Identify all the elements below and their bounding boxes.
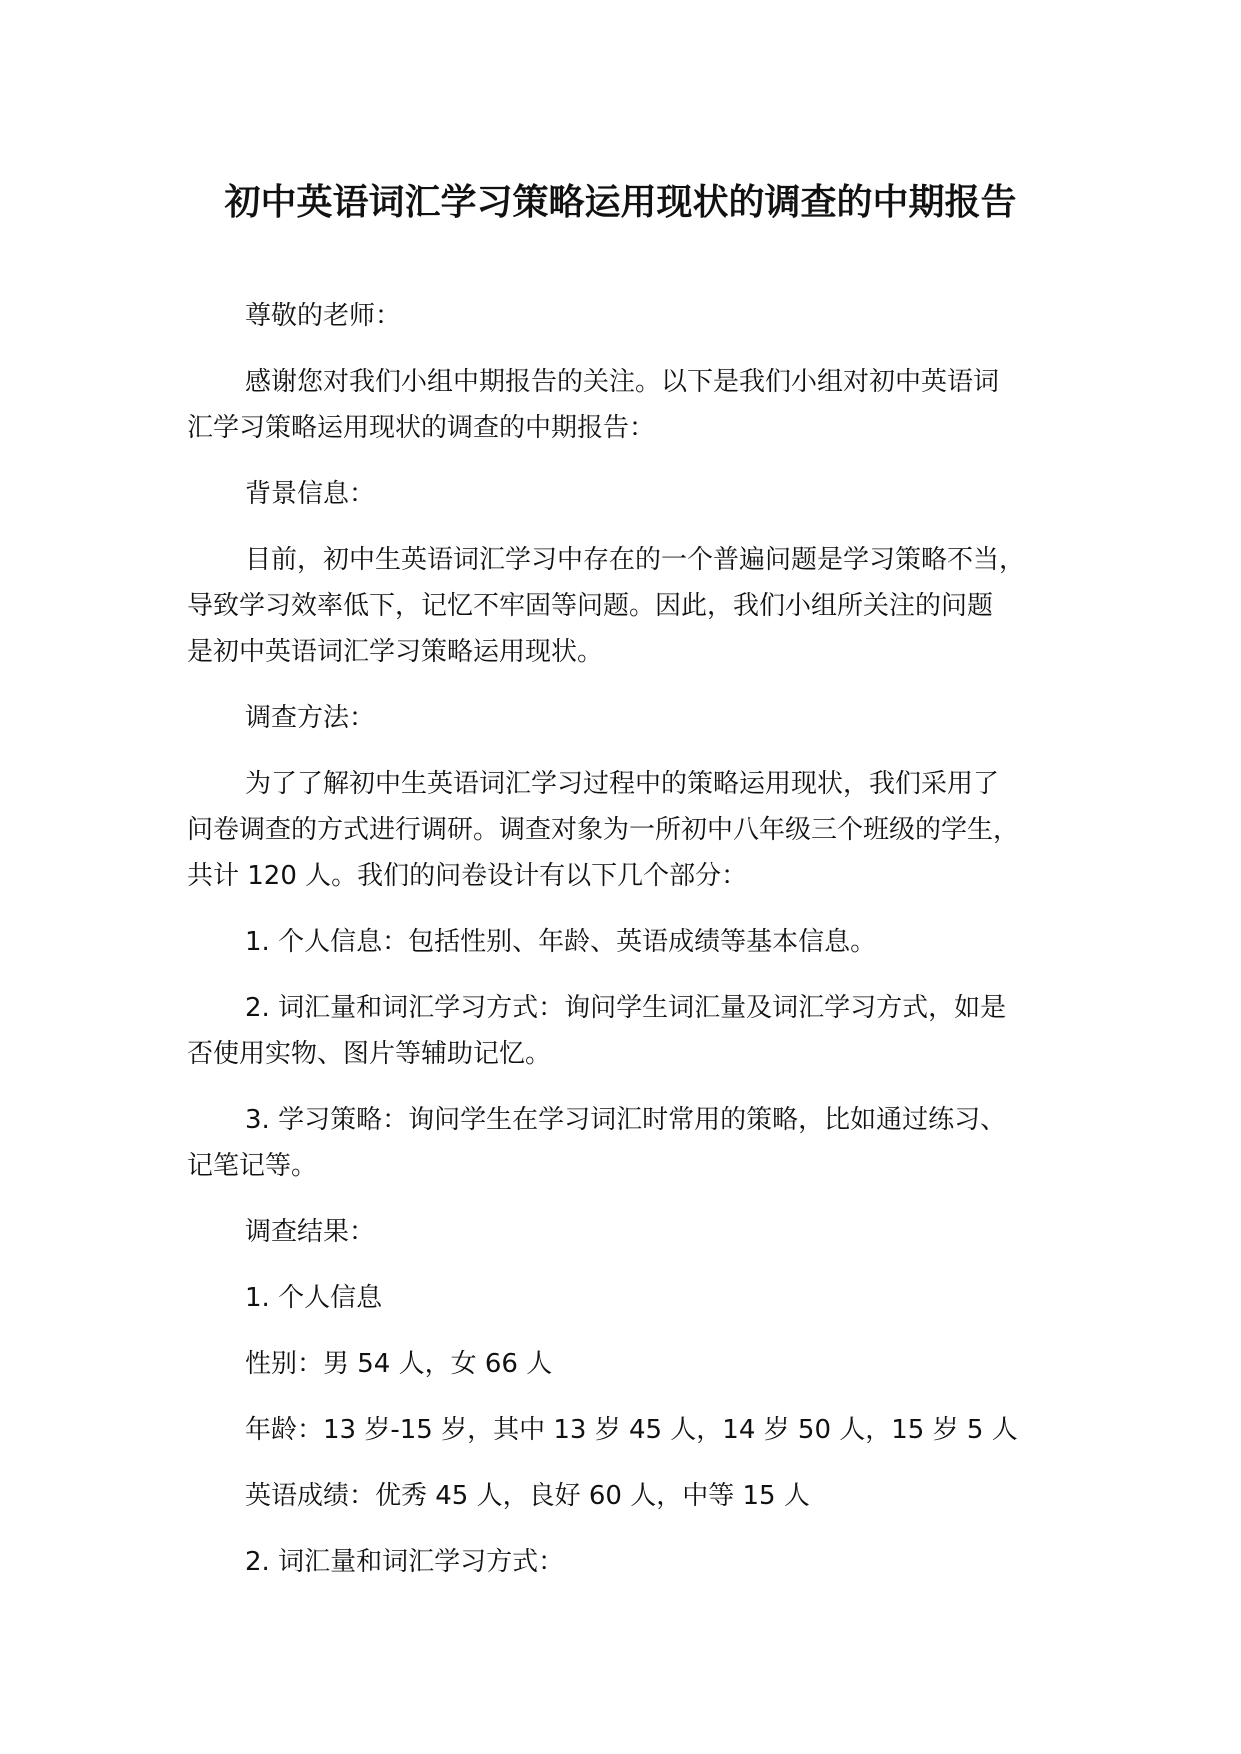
text-line: 导致学习效率低下，记忆不牢固等问题。因此，我们小组所关注的问题	[187, 591, 994, 621]
result-age	[187, 1407, 1077, 1453]
text-line: 1. 个人信息：包括性别、年龄、英语成绩等基本信息。	[245, 927, 877, 957]
text-line: 记笔记等。	[187, 1151, 318, 1181]
section-heading-results	[187, 1209, 1077, 1255]
result-english-score	[187, 1473, 1077, 1519]
text-line: 2. 词汇量和词汇学习方式：	[245, 1547, 565, 1577]
text-line: 否使用实物、图片等辅助记忆。	[187, 1039, 552, 1069]
results-subheading-personal	[187, 1275, 1077, 1321]
text-line: 共计 120 人。我们的问卷设计有以下几个部分：	[187, 861, 748, 891]
paragraph-intro	[187, 359, 1077, 451]
result-gender	[187, 1341, 1077, 1387]
paragraph-salutation	[187, 293, 1077, 339]
section-heading-background	[187, 471, 1077, 517]
document-title: 初中英语词汇学习策略运用现状的调查的中期报告	[224, 182, 1017, 223]
text-line: 为了了解初中生英语词汇学习过程中的策略运用现状，我们采用了	[245, 769, 1000, 799]
paragraph-background	[187, 537, 1077, 675]
text-line: 汇学习策略运用现状的调查的中期报告：	[187, 413, 656, 443]
section-heading-method	[187, 695, 1077, 741]
text-line: 感谢您对我们小组中期报告的关注。以下是我们小组对初中英语词	[245, 367, 1000, 397]
paragraph-method	[187, 761, 1077, 899]
text-line: 1. 个人信息	[245, 1283, 383, 1313]
text-line: 背景信息：	[245, 479, 376, 509]
text-line: 调查方法：	[245, 703, 376, 733]
text-line: 调查结果：	[245, 1217, 376, 1247]
text-line: 是初中英语词汇学习策略运用现状。	[187, 637, 604, 667]
text-line: 2. 词汇量和词汇学习方式：询问学生词汇量及词汇学习方式，如是	[245, 993, 1007, 1023]
list-item-strategy	[187, 1097, 1077, 1189]
list-item-personal-info	[187, 919, 1077, 965]
document-body	[187, 293, 1077, 1605]
results-subheading-vocabulary	[187, 1539, 1077, 1585]
text-line: 3. 学习策略：询问学生在学习词汇时常用的策略，比如通过练习、	[245, 1105, 1007, 1135]
text-line: 性别：男 54 人，女 66 人	[245, 1349, 553, 1379]
text-line: 英语成绩：优秀 45 人，良好 60 人，中等 15 人	[245, 1481, 810, 1511]
text-line: 年龄：13 岁-15 岁，其中 13 岁 45 人，14 岁 50 人，15 岁 5 人	[245, 1415, 1018, 1445]
list-item-vocabulary	[187, 985, 1077, 1077]
text-line: 目前，初中生英语词汇学习中存在的一个普遍问题是学习策略不当，	[245, 545, 1026, 575]
text-line: 尊敬的老师：	[245, 301, 402, 331]
text-line: 问卷调查的方式进行调研。调查对象为一所初中八年级三个班级的学生，	[187, 815, 1020, 845]
